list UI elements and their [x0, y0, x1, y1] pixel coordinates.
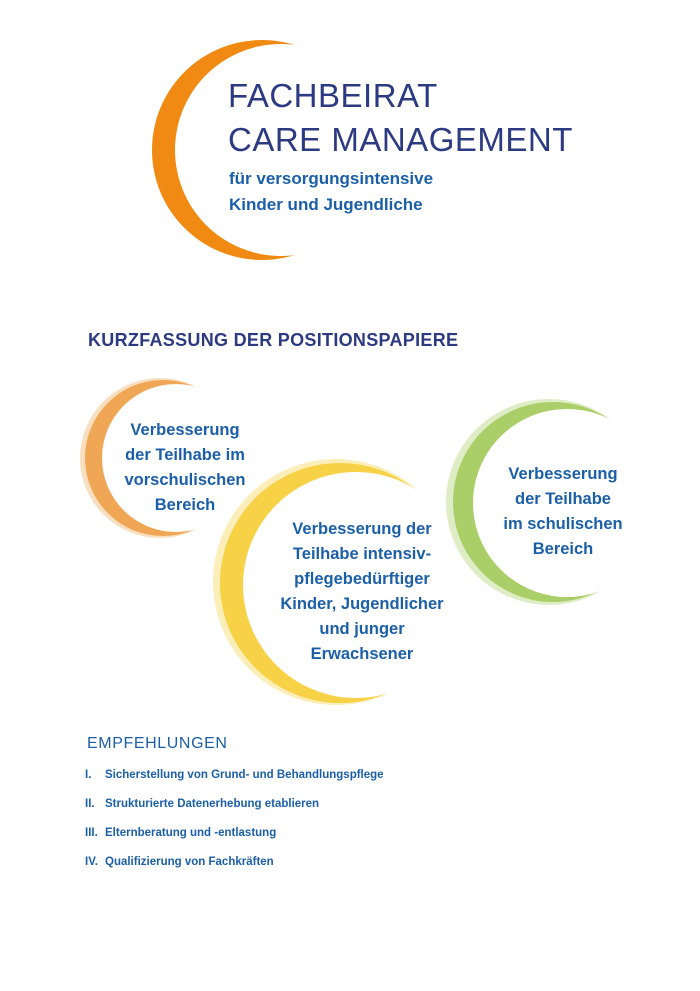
recommendation-number: I. — [85, 769, 92, 781]
recommendations-list — [85, 769, 384, 885]
topic-2-line: und junger — [319, 620, 405, 638]
topic-3-line: Verbesserung — [508, 465, 618, 483]
recommendation-item — [85, 798, 384, 827]
brand-title-line1: FACHBEIRAT — [228, 77, 438, 114]
recommendation-text: Strukturierte Datenerhebung etablieren — [105, 798, 320, 810]
topic-3-text — [478, 462, 648, 562]
topic-1-text — [100, 418, 270, 518]
brand-title-line2: CARE MANAGEMENT — [228, 121, 573, 158]
recommendation-item — [85, 769, 384, 798]
topic-2-line: Erwachsener — [310, 645, 414, 663]
topic-3-line: im schulischen — [503, 515, 623, 533]
recommendation-number: II. — [85, 798, 95, 810]
recommendation-item — [85, 827, 384, 856]
recommendation-text: Sicherstellung von Grund- und Behandlungspflege — [105, 769, 384, 781]
topic-3-line: Bereich — [532, 540, 594, 558]
recommendation-text: Elternberatung und -entlastung — [105, 827, 277, 839]
topic-2-line: Verbesserung der — [292, 520, 432, 538]
topic-2-line: Kinder, Jugendlicher — [280, 595, 444, 613]
section-heading: KURZFASSUNG DER POSITIONSPAPIERE — [88, 330, 459, 350]
topic-2-line: Teilhabe intensiv- — [292, 545, 432, 563]
topic-2-text — [262, 517, 462, 667]
recommendation-number: IV. — [85, 856, 99, 868]
recommendation-text: Qualifizierung von Fachkräften — [105, 856, 274, 868]
topic-2-line: pflegebedürftiger — [294, 570, 430, 588]
recommendations-heading: EMPFEHLUNGEN — [87, 735, 228, 752]
brand-subtitle-line2: Kinder und Jugendliche — [229, 195, 423, 214]
topic-3-line: der Teilhabe — [515, 490, 611, 508]
topic-1-line: Bereich — [154, 496, 216, 514]
recommendation-number: III. — [85, 827, 98, 839]
topic-1-line: der Teilhabe im — [125, 446, 245, 464]
topic-1-line: vorschulischen — [124, 471, 246, 489]
brand-subtitle-line1: für versorgungsintensive — [229, 169, 434, 188]
topic-1-line: Verbesserung — [130, 421, 240, 439]
recommendation-item — [85, 856, 384, 885]
